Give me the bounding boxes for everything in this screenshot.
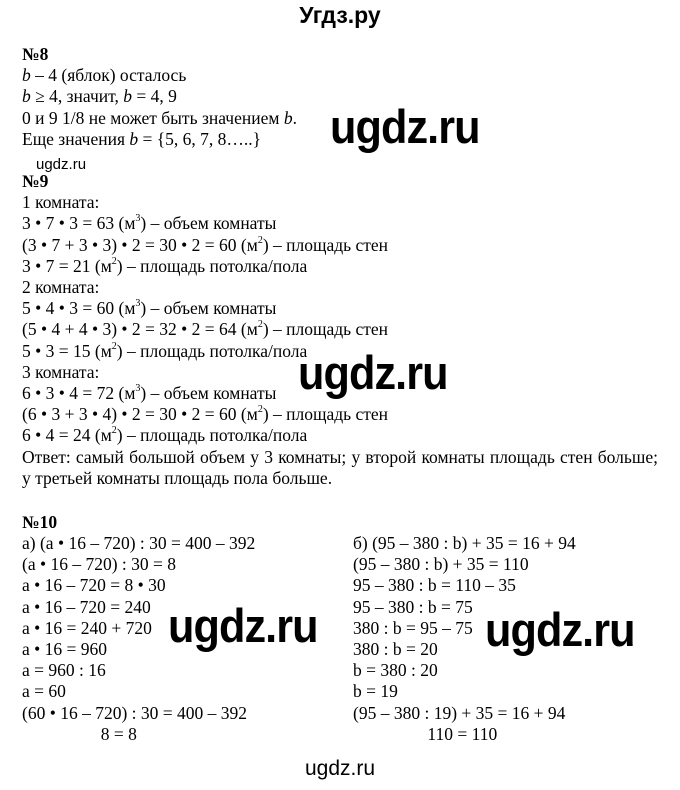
superscript: 3	[135, 383, 141, 395]
watermark-small: ugdz.ru	[36, 156, 87, 173]
text-segment: b	[22, 65, 31, 86]
text-line	[22, 213, 658, 234]
text-line	[22, 108, 297, 129]
site-footer: ugdz.ru	[304, 757, 376, 780]
text-segment: ) – площадь потолка/пола	[116, 255, 308, 276]
text-segment: ) – площадь потолка/пола	[116, 340, 308, 361]
text-segment: 0 и 9 1/8 не может быть значением	[22, 107, 284, 128]
text-segment: 3 • 7 = 21 (м	[22, 255, 112, 276]
text-segment: (6 • 3 + 3 • 4) • 2 = 30 • 2 = 60 (м	[22, 404, 258, 425]
superscript: 2	[111, 340, 117, 352]
task-9-title: №9	[22, 171, 49, 191]
equation-line: (95 – 380 : b) + 35 = 110	[353, 554, 529, 575]
equation-line: (95 – 380 : 19) + 35 = 16 + 94	[353, 702, 566, 723]
text-segment: ) – площадь стен	[262, 319, 389, 340]
task-10-title: №10	[22, 512, 58, 532]
equation-line: 95 – 380 : b = 75	[353, 596, 473, 617]
text-segment: (3 • 7 + 3 • 3) • 2 = 30 • 2 = 60 (м	[22, 234, 258, 255]
text-segment: = {5, 6, 7, 8…..}	[138, 128, 262, 149]
text-segment: b	[22, 86, 31, 107]
superscript: 3	[135, 298, 141, 310]
superscript: 2	[257, 404, 263, 416]
equation-line: 380 : b = 20	[353, 639, 438, 660]
task-10	[22, 512, 57, 533]
text-line	[22, 65, 297, 86]
text-segment: 6 • 3 • 4 = 72 (м	[22, 383, 136, 404]
text-segment: 1 комната:	[22, 192, 100, 213]
task-8-title: №8	[22, 44, 49, 64]
text-line	[22, 319, 658, 340]
equation-line: a • 16 = 960	[22, 639, 108, 660]
equation-line: a = 960 : 16	[22, 660, 106, 681]
superscript: 2	[111, 425, 117, 437]
text-segment: = 4, 9	[131, 86, 177, 107]
watermark: ugdz.ru	[168, 599, 318, 652]
text-line	[22, 192, 658, 213]
text-segment: ) – объем комнаты	[140, 213, 277, 234]
text-segment: b	[123, 86, 132, 107]
text-segment: 5 • 3 = 15 (м	[22, 340, 112, 361]
watermark: ugdz.ru	[330, 100, 480, 153]
text-segment: (5 • 4 + 4 • 3) • 2 = 32 • 2 = 64 (м	[22, 319, 258, 340]
text-segment: ) – площадь потолка/пола	[116, 425, 308, 446]
text-segment: 2 комната:	[22, 277, 100, 298]
equation-line: а) (a • 16 – 720) : 30 = 400 – 392	[22, 533, 256, 553]
equation-line: 110 = 110	[353, 723, 498, 744]
superscript: 2	[257, 319, 263, 331]
equation-line: b = 19	[353, 681, 398, 702]
superscript: 2	[111, 255, 117, 267]
task-9	[22, 171, 658, 489]
text-segment: .	[292, 107, 297, 128]
text-line	[22, 235, 658, 256]
text-segment: Еще значения	[22, 128, 130, 149]
equation-line: 380 : b = 95 – 75	[353, 617, 473, 638]
equation-line: б) (95 – 380 : b) + 35 = 16 + 94	[353, 533, 576, 553]
text-segment: 5 • 4 • 3 = 60 (м	[22, 298, 136, 319]
text-segment: b	[129, 128, 139, 149]
text-line	[22, 298, 658, 319]
text-segment: ) – площадь стен	[262, 234, 389, 255]
equation-line: b = 380 : 20	[353, 660, 438, 681]
watermark: ugdz.ru	[298, 346, 448, 399]
text-segment: ) – объем комнаты	[140, 298, 277, 319]
text-segment: b	[283, 107, 293, 128]
equation-line: a = 60	[22, 681, 66, 702]
task-8	[22, 44, 297, 150]
watermark: ugdz.ru	[485, 603, 635, 656]
equation-line: a • 16 = 240 + 720	[22, 617, 152, 638]
text-segment: ) – объем комнаты	[140, 383, 277, 404]
text-line	[22, 404, 658, 425]
site-header: Угдз.ру	[299, 2, 381, 28]
text-segment: 6 • 4 = 24 (м	[22, 425, 112, 446]
superscript: 3	[135, 213, 141, 225]
text-segment: ≥ 4, значит,	[30, 86, 124, 107]
equation-line: 95 – 380 : b = 110 – 35	[353, 575, 516, 596]
text-line	[22, 425, 658, 446]
answer-text: Ответ: самый большой объем у 3 комнаты; у второй комнаты площадь стен больше; у третьей комнаты площадь пола больше.	[22, 446, 658, 488]
text-line	[22, 256, 658, 277]
text-segment: – 4 (яблок) осталось	[30, 65, 187, 86]
text-segment: 3 • 7 • 3 = 63 (м	[22, 213, 136, 234]
equation-line: a • 16 – 720 = 240	[22, 596, 151, 617]
equation-line: (60 • 16 – 720) : 30 = 400 – 392	[22, 702, 248, 723]
superscript: 2	[257, 234, 263, 246]
equation-line: a • 16 – 720 = 8 • 30	[22, 575, 166, 596]
equation-line: (a • 16 – 720) : 30 = 8	[22, 554, 177, 575]
equation-line: 8 = 8	[22, 723, 137, 744]
text-line	[22, 277, 658, 298]
text-line	[22, 86, 297, 107]
text-segment: ) – площадь стен	[262, 404, 389, 425]
text-line	[22, 129, 297, 150]
text-segment: 3 комната:	[22, 361, 100, 382]
